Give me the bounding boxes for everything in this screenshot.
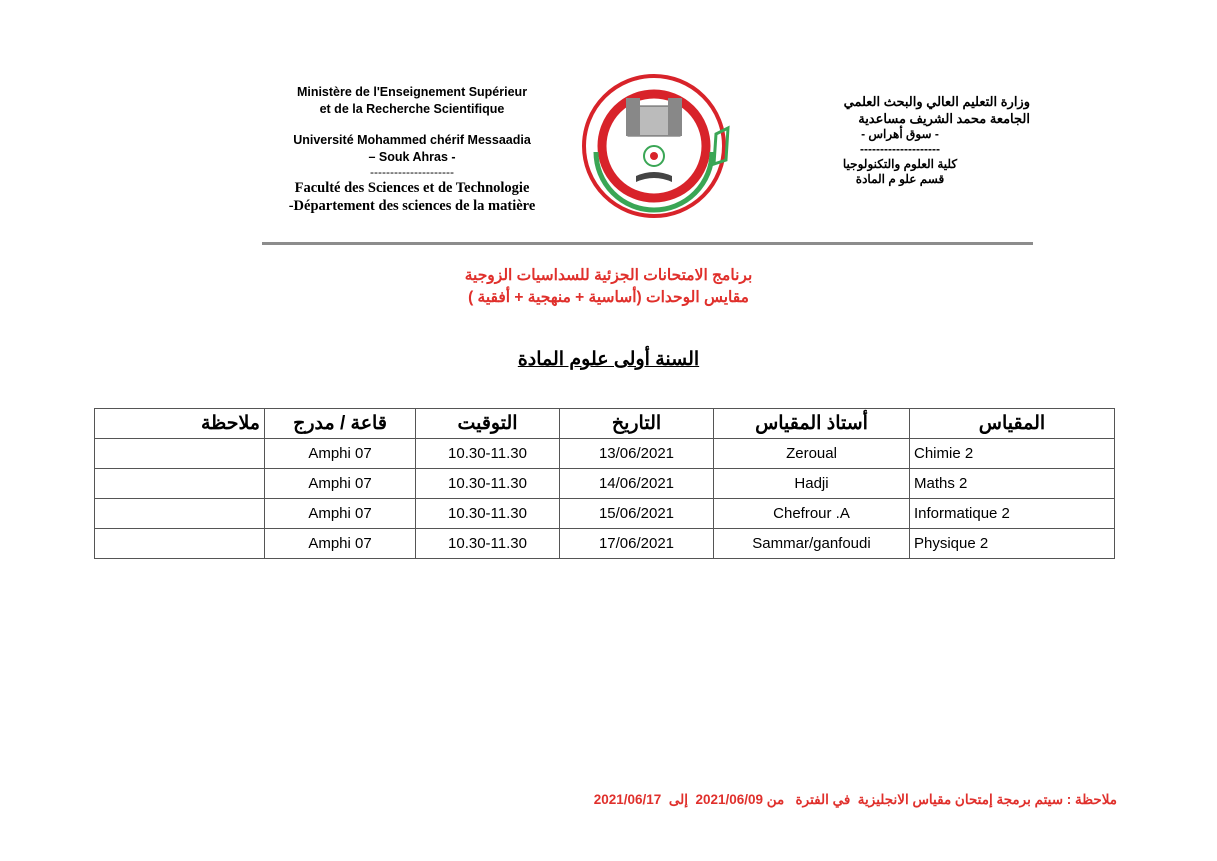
col-date: التاريخ bbox=[560, 409, 714, 439]
year-heading: السنة أولى علوم المادة bbox=[517, 349, 700, 370]
cell-room: Amphi 07 bbox=[265, 499, 416, 529]
faculty-fr: Faculté des Sciences et de Technologie bbox=[294, 180, 530, 196]
cell-module: Physique 2 bbox=[910, 529, 1115, 559]
footer-note: ملاحظة : سيتم برمجة إمتحان مقياس الانجليزية في الفترة من 2021/06/09 إلى 2021/06/17 bbox=[593, 792, 1117, 807]
document-titles bbox=[0, 265, 1217, 309]
cell-teacher: Chefrour .A bbox=[714, 499, 910, 529]
cell-time: 10.30-11.30 bbox=[416, 469, 560, 499]
header-divider bbox=[262, 242, 1033, 245]
col-module: المقياس bbox=[910, 409, 1115, 439]
department-fr: -Département des sciences de la matière bbox=[288, 198, 536, 214]
cell-module: Maths 2 bbox=[910, 469, 1115, 499]
cell-module: Informatique 2 bbox=[910, 499, 1115, 529]
table-row bbox=[95, 499, 1115, 529]
university-logo bbox=[576, 64, 736, 224]
cell-module: Chimie 2 bbox=[910, 439, 1115, 469]
header-french bbox=[262, 84, 562, 215]
university-fr: Université Mohammed chérif Messaadia bbox=[293, 133, 531, 147]
cell-teacher: Hadji bbox=[714, 469, 910, 499]
table-row bbox=[95, 469, 1115, 499]
university-ar: الجامعة محمد الشريف مساعدية bbox=[858, 111, 1030, 126]
cell-remark bbox=[95, 499, 265, 529]
cell-time: 10.30-11.30 bbox=[416, 439, 560, 469]
cell-remark bbox=[95, 439, 265, 469]
ministry-ar: وزارة التعليم العالي والبحث العلمي bbox=[843, 94, 1030, 109]
title-line-2: مقايس الوحدات (أساسية + منهجية + أفقية ) bbox=[468, 289, 749, 306]
logo-emblem-icon bbox=[576, 64, 736, 224]
table-header-row bbox=[95, 409, 1115, 439]
exam-schedule-table bbox=[94, 408, 1115, 559]
cell-room: Amphi 07 bbox=[265, 469, 416, 499]
table-row bbox=[95, 529, 1115, 559]
ministry-fr: Ministère de l'Enseignement Supérieur bbox=[296, 85, 528, 99]
cell-date: 14/06/2021 bbox=[560, 469, 714, 499]
cell-time: 10.30-11.30 bbox=[416, 529, 560, 559]
cell-teacher: Zeroual bbox=[714, 439, 910, 469]
city-ar: - سوق أهراس - bbox=[861, 127, 939, 141]
cell-time: 10.30-11.30 bbox=[416, 499, 560, 529]
department-ar: قسم علو م المادة bbox=[855, 172, 945, 186]
cell-date: 15/06/2021 bbox=[560, 499, 714, 529]
cell-date: 17/06/2021 bbox=[560, 529, 714, 559]
col-time: التوقيت bbox=[416, 409, 560, 439]
col-teacher: أستاذ المقياس bbox=[714, 409, 910, 439]
city-fr: – Souk Ahras - bbox=[368, 150, 456, 164]
cell-date: 13/06/2021 bbox=[560, 439, 714, 469]
faculty-ar: كلية العلوم والتكنولوجيا bbox=[842, 157, 958, 171]
separator-fr: --------------------- bbox=[370, 165, 454, 179]
cell-room: Amphi 07 bbox=[265, 439, 416, 469]
table-row bbox=[95, 439, 1115, 469]
cell-remark bbox=[95, 469, 265, 499]
ministry-fr-2: et de la Recherche Scientifique bbox=[319, 102, 505, 116]
title-line-1: برنامج الامتحانات الجزئية للسداسيات الزوجية bbox=[464, 267, 753, 284]
cell-remark bbox=[95, 529, 265, 559]
cell-room: Amphi 07 bbox=[265, 529, 416, 559]
col-remark: ملاحظة bbox=[95, 409, 265, 439]
header-arabic bbox=[770, 93, 1030, 187]
col-room: قاعة / مدرج bbox=[265, 409, 416, 439]
separator-ar: -------------------- bbox=[860, 142, 940, 156]
cell-teacher: Sammar/ganfoudi bbox=[714, 529, 910, 559]
